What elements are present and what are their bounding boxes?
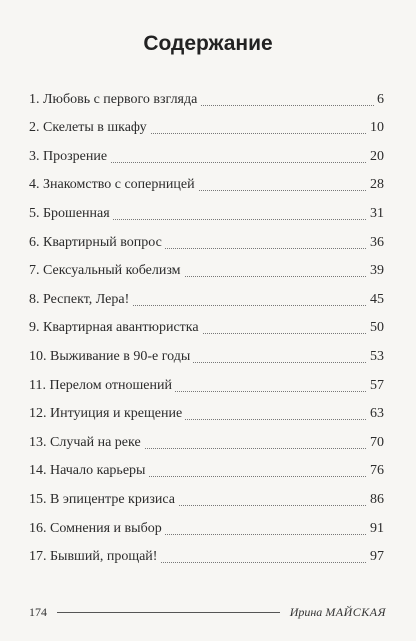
toc-entry-page: 36 [367, 235, 384, 251]
toc-entry-page: 57 [367, 378, 384, 394]
toc-entry-title: 1. Любовь с первого взгляда [29, 92, 200, 108]
toc-entry [29, 251, 384, 280]
page-title: Содержание [143, 32, 273, 55]
toc-entry [29, 479, 384, 508]
toc-entry-title: 13. Случай на реке [29, 435, 144, 451]
toc-entry-title: 5. Брошенная [29, 206, 113, 222]
toc-entry-title: 6. Квартирный вопрос [29, 235, 165, 251]
toc-entry [29, 508, 384, 537]
toc-entry-page: 50 [367, 320, 384, 336]
toc-entry [29, 193, 384, 222]
table-of-contents [29, 79, 384, 565]
toc-entry [29, 365, 384, 394]
toc-entry [29, 308, 384, 337]
toc-entry-title: 10. Выживание в 90-е годы [29, 349, 193, 365]
toc-entry-title: 3. Прозрение [29, 149, 110, 165]
toc-entry-page: 76 [367, 463, 384, 479]
toc-entry [29, 108, 384, 137]
author-last-name: МАЙСКАЯ [325, 605, 386, 619]
toc-entry [29, 394, 384, 423]
toc-entry-page: 6 [374, 92, 384, 108]
toc-entry-title: 2. Скелеты в шкафу [29, 120, 150, 136]
toc-entry [29, 136, 384, 165]
page-footer [29, 605, 386, 620]
toc-entry [29, 537, 384, 566]
toc-entry-page: 70 [367, 435, 384, 451]
toc-entry-title: 9. Квартирная авантюристка [29, 320, 202, 336]
author-first-name: Ирина [289, 605, 323, 619]
toc-entry [29, 165, 384, 194]
toc-entry-title: 16. Сомнения и выбор [29, 521, 165, 537]
toc-entry-title: 17. Бывший, прощай! [29, 549, 160, 565]
toc-entry-title: 15. В эпицентре кризиса [29, 492, 178, 508]
toc-entry-page: 91 [367, 521, 384, 537]
toc-entry [29, 79, 384, 108]
running-author [290, 605, 386, 620]
toc-entry-page: 28 [367, 177, 384, 193]
toc-entry [29, 422, 384, 451]
toc-entry-title: 7. Сексуальный кобелизм [29, 263, 184, 279]
toc-entry-title: 12. Интуиция и крещение [29, 406, 185, 422]
toc-entry-page: 86 [367, 492, 384, 508]
toc-entry-page: 53 [367, 349, 384, 365]
toc-entry-title: 4. Знакомство с соперницей [29, 177, 198, 193]
toc-entry [29, 222, 384, 251]
toc-entry-title: 11. Перелом отношений [29, 378, 175, 394]
toc-entry-page: 45 [367, 292, 384, 308]
toc-entry [29, 279, 384, 308]
toc-entry-page: 63 [367, 406, 384, 422]
toc-entry-title: 8. Респект, Лера! [29, 292, 132, 308]
footer-rule [57, 612, 280, 613]
toc-entry-page: 39 [367, 263, 384, 279]
toc-entry [29, 451, 384, 480]
toc-entry-page: 31 [367, 206, 384, 222]
toc-entry-page: 97 [367, 549, 384, 565]
toc-entry-page: 20 [367, 149, 384, 165]
toc-entry-title: 14. Начало карьеры [29, 463, 148, 479]
toc-entry-page: 10 [367, 120, 384, 136]
page-number: 174 [29, 605, 47, 619]
toc-entry [29, 336, 384, 365]
